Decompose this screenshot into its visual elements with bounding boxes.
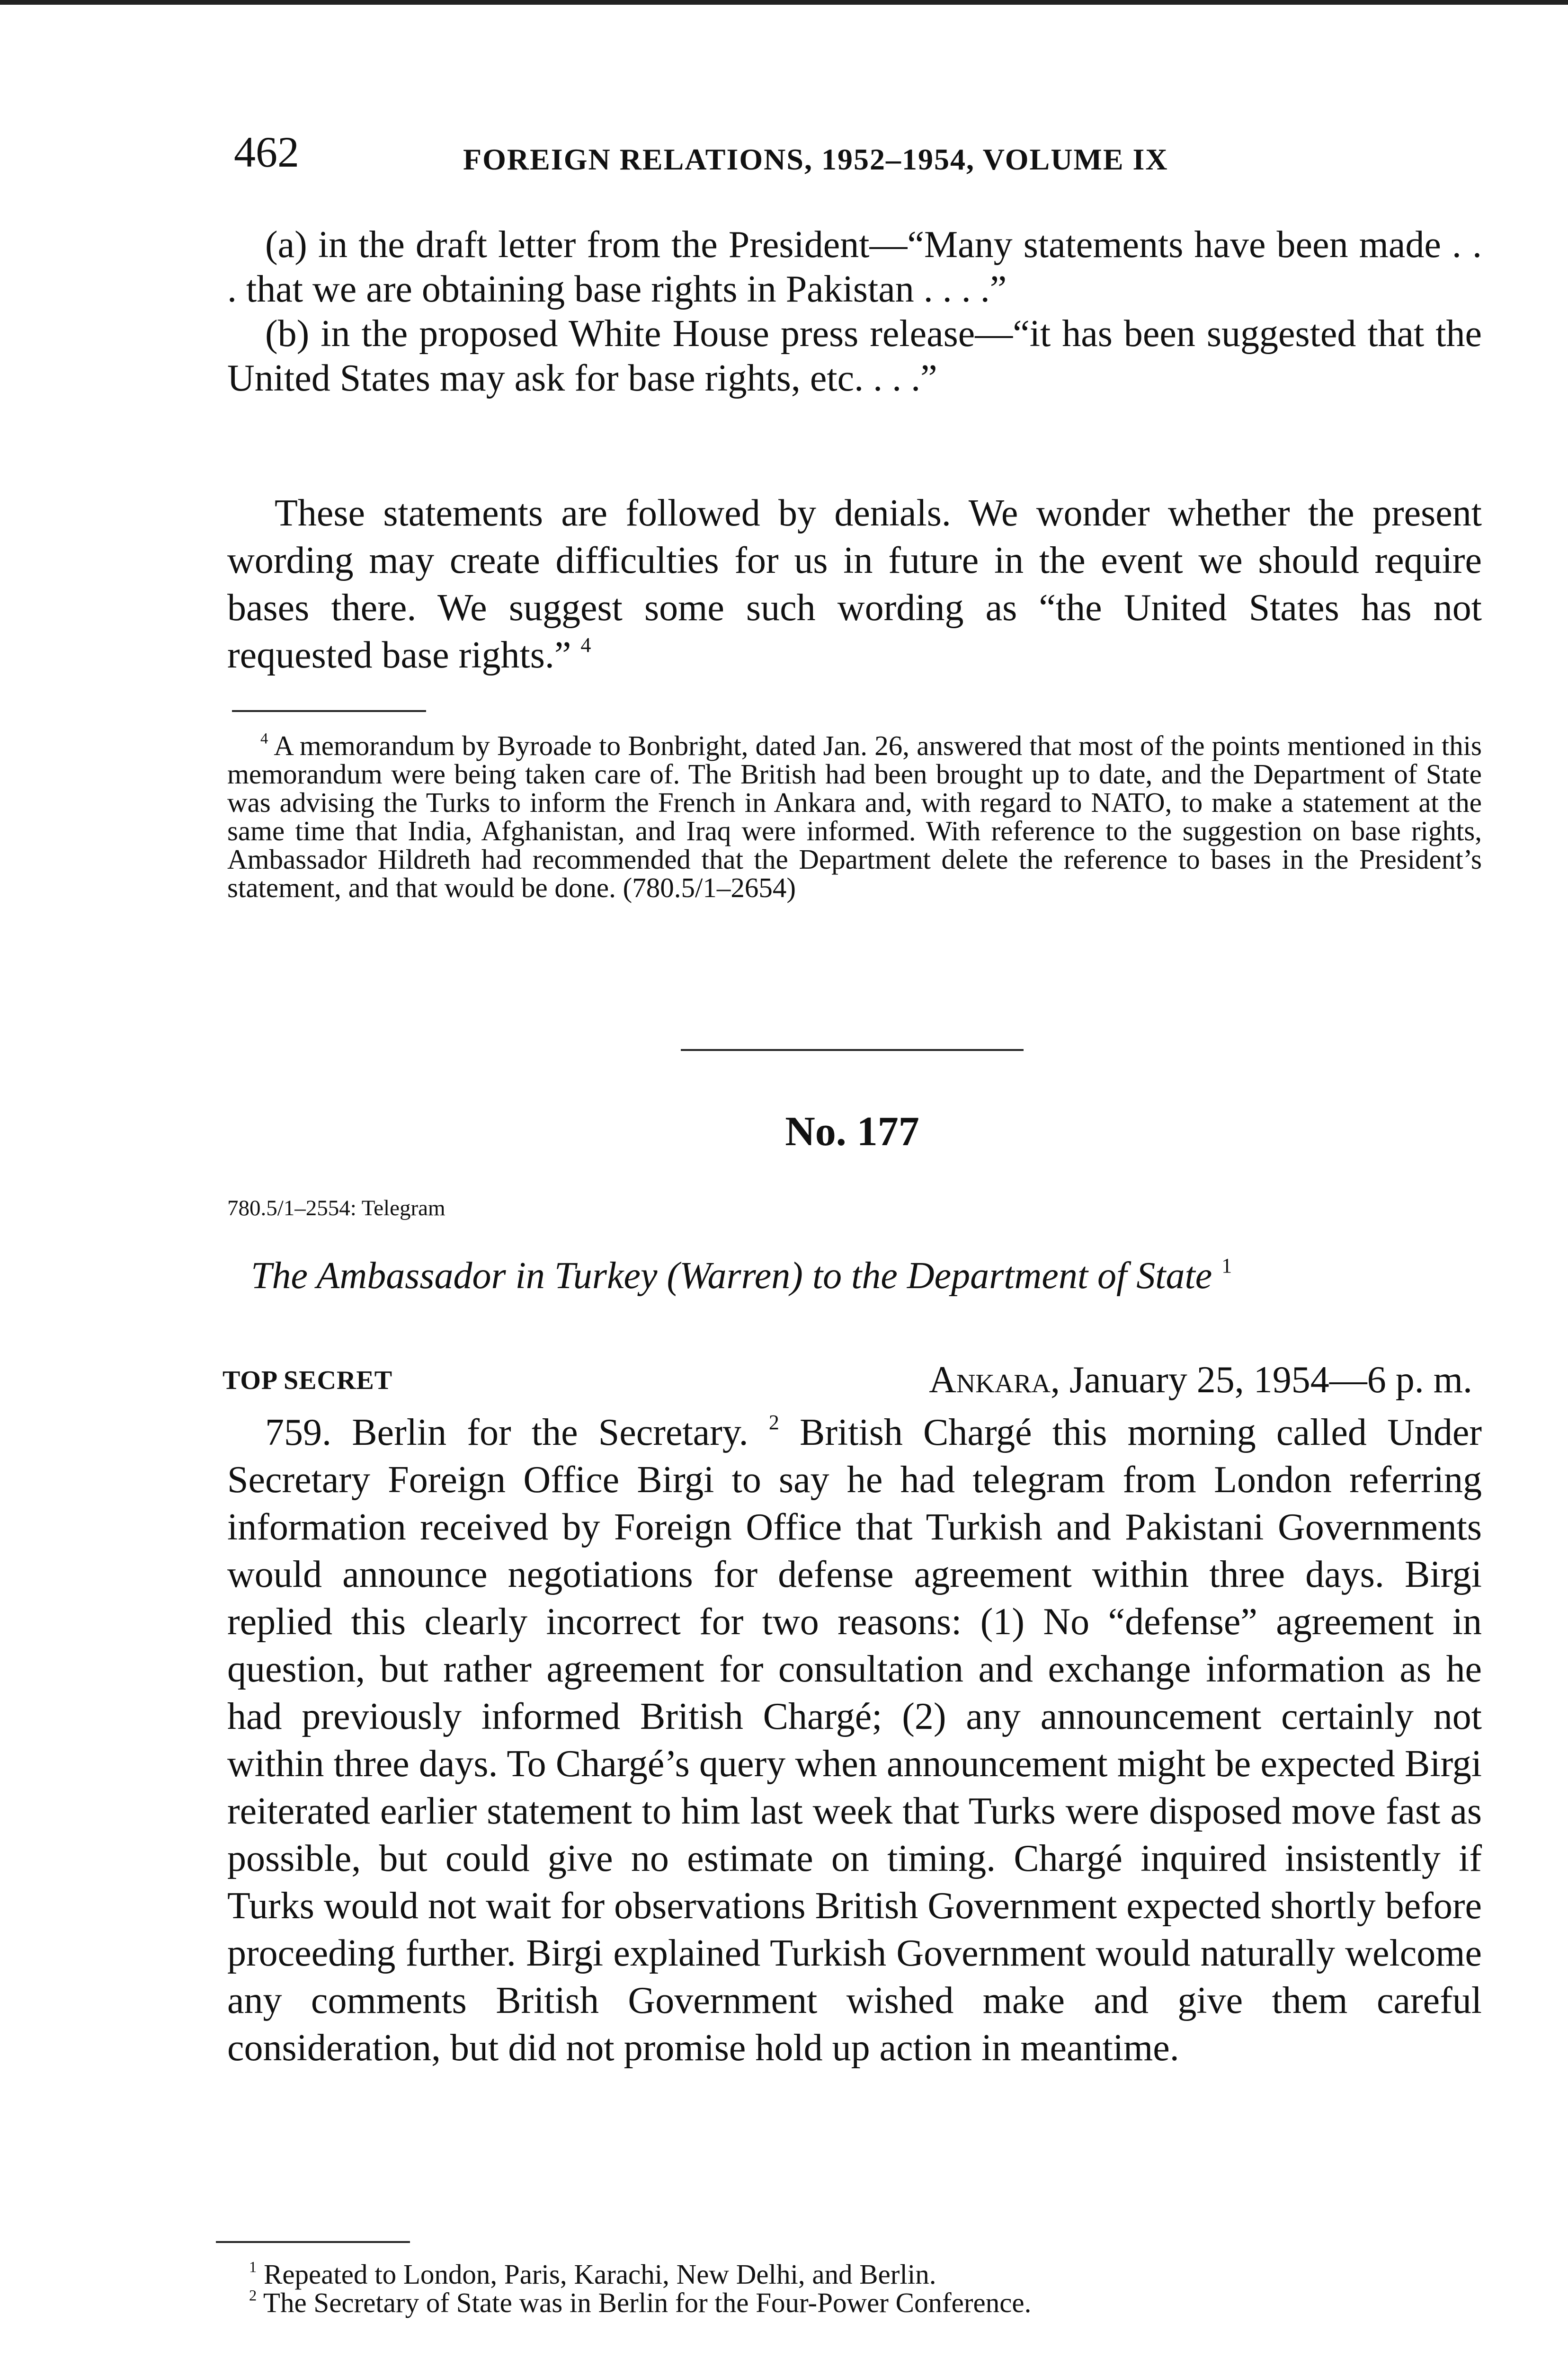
heading-text: The Ambassador in Turkey (Warren) to the Department of State (251, 1255, 1212, 1297)
footnote-2 (216, 2288, 1470, 2317)
file-reference: 780.5/1–2554: Telegram (227, 1196, 445, 1220)
footnote-ref-4: 4 (580, 633, 591, 657)
telegram-start: 759. Berlin for the Secretary. (265, 1412, 748, 1453)
footnote-2-mark: 2 (249, 2287, 257, 2305)
footnote-4 (227, 731, 1482, 902)
quoted-item-b: (b) in the proposed White House press release—“it has been suggested that the United States may ask for base rights, etc. . . .” (227, 313, 1482, 399)
telegram-body: British Chargé this morning called Under Secretary Foreign Office Birgi to say he had telegram from London referring information received by Foreign Office that Turkish and Pakistani Governments would announce negotiations for defense agreement within three days. Birgi replied this clearly incorrect for two reasons: (1) No “defense” agreement in question, but rather agreement for consultation and exchange information as he had previously informed British Chargé; (2) any announcement certainly not within three days. To Chargé’s query when announcement might be expected Birgi reiterated earlier statement to him last week that Turks were disposed move fast as possible, but could give no estimate on timing. Chargé inquired insistently if Turks would not wait for observations British Government expected shortly before proceeding further. Birgi explained Turkish Government would naturally welcome any comments British Government wished make and give them careful consideration, but did not promise hold up action in meantime. (227, 1412, 1482, 2069)
footnote-text: A memorandum by Byroade to Bonbright, dated Jan. 26, answered that most of the points mentioned in this memorandum were being taken care of. The British had been brought up to date, and the Department of State was advising the Turks to inform the French in Ankara and, with regard to NATO, to make a statement at the same time that India, Afghanistan, and Iraq were informed. With reference to the suggestion on base rights, Ambassador Hildreth had recommended that the Department delete the reference to bases in the President’s statement, and that would be done. (780.5/1–2654) (227, 730, 1482, 903)
footnote-1 (216, 2260, 1470, 2288)
quoted-item-a: (a) in the draft letter from the President—“Many statements have been made . . . that we are obtaining base rights in Pakistan . . . .” (227, 224, 1482, 310)
document-heading (251, 1255, 1232, 1298)
document-number: No. 177 (785, 1109, 919, 1155)
footnote-1-mark: 1 (249, 2259, 257, 2276)
footnote-mark: 4 (260, 730, 268, 747)
footnote-2-text: The Secretary of State was in Berlin for the Four-Power Conference. (263, 2287, 1032, 2318)
date: , January 25, 1954—6 p. m. (1050, 1359, 1472, 1401)
place: Ankara (929, 1359, 1051, 1401)
footnote-rule-bottom (216, 2241, 410, 2243)
page-number: 462 (234, 128, 299, 176)
paragraph-text: These statements are followed by denials. We wonder whether the present wording may create difficulties for us in future in the event we should require bases there. We suggest some such wording as “the United States has not requested base rights.” (227, 492, 1482, 676)
running-header (234, 127, 1488, 179)
section-divider (681, 1049, 1024, 1051)
quoted-items (227, 222, 1482, 400)
running-title: FOREIGN RELATIONS, 1952–1954, VOLUME IX (463, 142, 1168, 176)
bottom-footnotes (216, 2260, 1470, 2317)
heading-note-ref: 1 (1221, 1254, 1232, 1277)
footnote-ref-2: 2 (768, 1411, 779, 1434)
footnote-1-text: Repeated to London, Paris, Karachi, New Delhi, and Berlin. (263, 2259, 936, 2290)
page-top-edge (0, 0, 1568, 5)
place-date (929, 1359, 1472, 1402)
classification: TOP SECRET (223, 1366, 393, 1395)
telegram-text (227, 1409, 1482, 2072)
paragraph-bases (227, 489, 1482, 679)
dateline (223, 1359, 1472, 1406)
footnote-rule (232, 710, 426, 712)
